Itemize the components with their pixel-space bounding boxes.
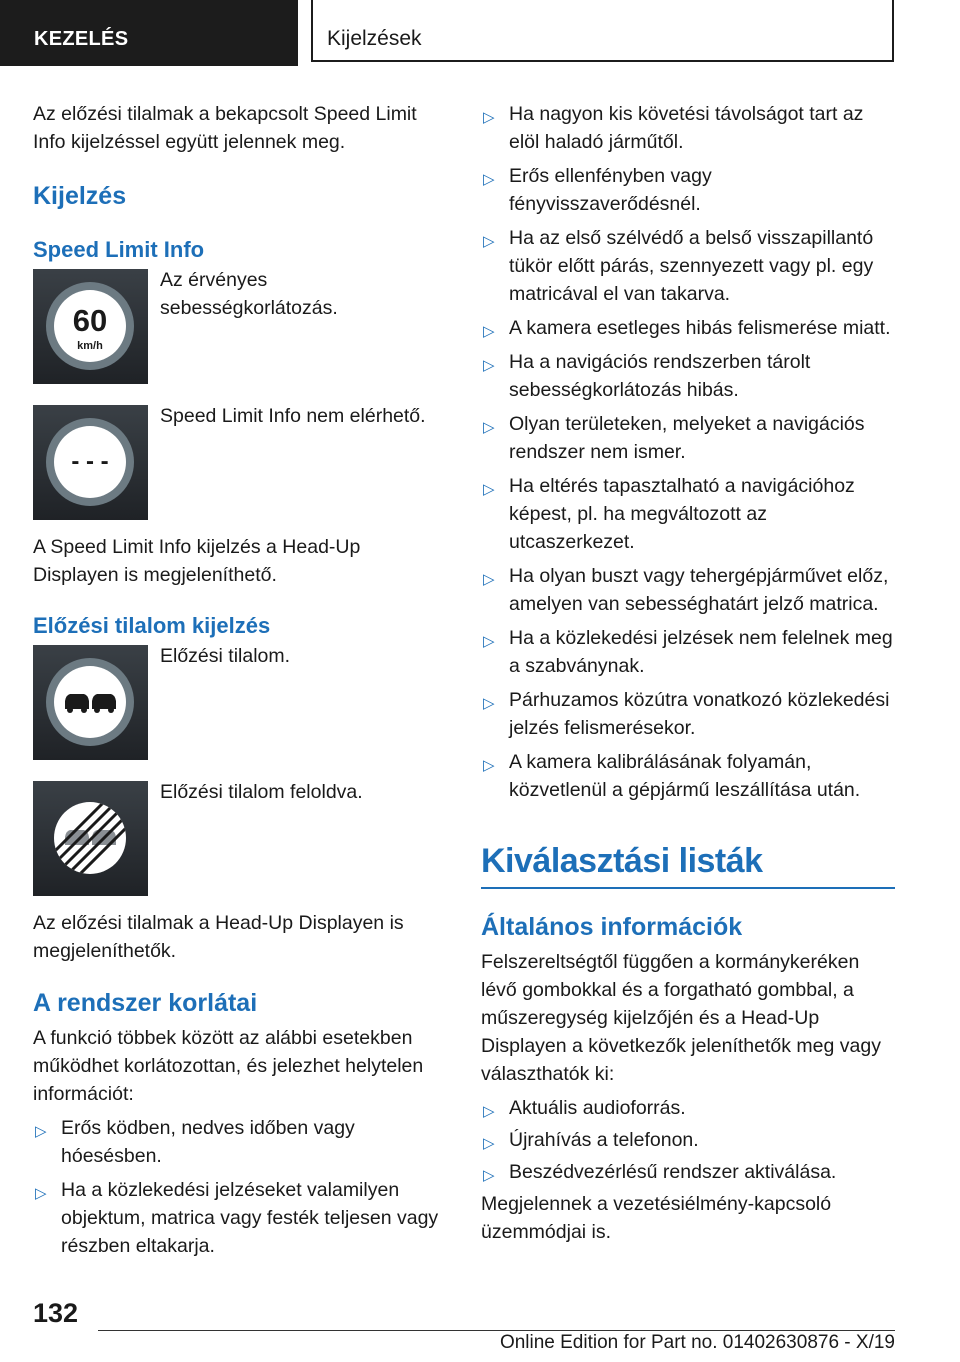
limits-intro: A funkció többek között az alábbi esetekben működhet korlátozottan, és jelezhet helytelen információt: (33, 1027, 424, 1105)
list-item: ▷ Ha nagyon kis követési távolságot tart az elöl haladó járműtől. (483, 103, 864, 153)
sign-row-speed-limit (33, 269, 445, 384)
sign-row-not-available (33, 405, 445, 520)
triangle-bullet-icon: ▷ (483, 171, 495, 188)
general-paragraph: Felszereltségtől függően a kormánykeréken lévő gombokkal és a forgatható gombbal, a műszeregység kijelzőjén és a Head-Up Displayen a következők jeleníthetők meg vagy választhatók ki: (481, 951, 881, 1085)
heading-general-info: Általános információk (481, 913, 743, 941)
footer-edition: Online Edition for Part no. 01402630876 - X/19 (499, 1332, 895, 1353)
speed-limit-unavailable-sign-icon (33, 405, 148, 520)
hud-paragraph-2: Az előzési tilalmak a Head-Up Displayen is megjeleníthetők. (33, 912, 404, 962)
triangle-bullet-icon: ▷ (483, 633, 495, 650)
left-column (33, 100, 445, 1260)
no-overtaking-sign-icon (33, 645, 148, 760)
list-item: ▷ Ha a közlekedési jelzések nem felelnek meg a szabványnak. (483, 627, 893, 677)
list-item: ▷ Ha eltérés tapasztalható a navigációhoz képest, pl. ha megváltozott az utcaszerkezet. (483, 475, 855, 553)
list-item: ▷ Újrahívás a telefonon. (481, 1126, 895, 1154)
triangle-bullet-icon: ▷ (483, 323, 495, 340)
list-item: ▷ Erős ködben, nedves időben vagy hóesésben. (35, 1117, 355, 1167)
heading-kijelzes: Kijelzés (33, 182, 127, 210)
speed-limit-unavailable-value: - - - (71, 448, 109, 475)
list-item: ▷ Aktuális audioforrás. (481, 1094, 895, 1122)
list-item: ▷ Ha a közlekedési jelzéseket valamilyen objektum, matrica vagy festék teljesen vagy részben eltakarja. (35, 1179, 439, 1257)
intro-paragraph: Az előzési tilalmak a bekapcsolt Speed Limit Info kijelzéssel együtt jelennek meg. (33, 103, 417, 153)
list-item: ▷ Erős ellenfényben vagy fényvisszaverődésnél. (483, 165, 712, 215)
limits-list-right (481, 100, 895, 804)
right-column (481, 100, 895, 1246)
triangle-bullet-icon: ▷ (483, 419, 495, 436)
header-section-tab (0, 0, 298, 66)
header-chapter-label: Kijelzések (327, 27, 422, 50)
triangle-bullet-icon: ▷ (483, 757, 495, 774)
triangle-bullet-icon: ▷ (483, 1167, 495, 1184)
triangle-bullet-icon: ▷ (483, 695, 495, 712)
triangle-bullet-icon: ▷ (483, 109, 495, 126)
list-item: ▷ Ha a navigációs rendszerben tárolt sebességkorlátozás hibás. (483, 351, 811, 401)
triangle-bullet-icon: ▷ (483, 571, 495, 588)
list-item: ▷ Párhuzamos közútra vonatkozó közlekedési jelzés felismerésekor. (483, 689, 890, 739)
triangle-bullet-icon: ▷ (35, 1185, 47, 1202)
header-chapter-tab (311, 0, 894, 62)
limits-list-left (33, 1114, 445, 1260)
list-item: ▷ Ha az első szélvédő a belső visszapillantó tükör előtt párás, szennyezett vagy pl. egy matricával el van takarva. (483, 227, 874, 305)
hud-paragraph: A Speed Limit Info kijelzés a Head-Up Displayen is megjeleníthető. (33, 536, 361, 586)
triangle-bullet-icon: ▷ (483, 481, 495, 498)
list-item: ▷ Beszédvezérlésű rendszer aktiválása. (481, 1158, 895, 1186)
sign-row-no-overtaking (33, 645, 445, 760)
triangle-bullet-icon: ▷ (483, 1135, 495, 1152)
sign-row-end-no-overtaking (33, 781, 445, 896)
heading-speed-limit-info: Speed Limit Info (33, 237, 205, 262)
header-section-label: KEZELÉS (34, 28, 129, 50)
list-item: ▷ Olyan területeken, melyeket a navigációs rendszer nem ismer. (483, 413, 865, 463)
triangle-bullet-icon: ▷ (483, 357, 495, 374)
heading-no-overtaking: Előzési tilalom kijelzés (33, 613, 271, 638)
triangle-bullet-icon: ▷ (483, 233, 495, 250)
speed-limit-unit: km/h (77, 340, 103, 352)
list-item: ▷ A kamera esetleges hibás felismerése miatt. (481, 314, 895, 342)
heading-system-limits: A rendszer korlátai (33, 989, 258, 1017)
footer-rule (98, 1330, 895, 1331)
general-list (481, 1094, 895, 1186)
heading-rule (481, 887, 895, 889)
triangle-bullet-icon: ▷ (483, 1103, 495, 1120)
speed-limit-sign-icon (33, 269, 148, 384)
sign-end-no-overtaking-text: Előzési tilalom feloldva. (160, 781, 363, 803)
closing-paragraph: Megjelennek a vezetésiélmény-kapcsoló üzemmódjai is. (481, 1193, 832, 1243)
speed-limit-value: 60 (72, 303, 108, 338)
sign-no-overtaking-text: Előzési tilalom. (160, 645, 291, 667)
list-item: ▷ Ha olyan buszt vagy tehergépjárművet előz, amelyen van sebességhatárt jelző matrica. (483, 565, 889, 615)
page-number: 132 (33, 1298, 79, 1328)
list-item: ▷ A kamera kalibrálásának folyamán, közvetlenül a gépjármű leszállítása után. (483, 751, 861, 801)
end-no-overtaking-sign-icon (33, 781, 148, 896)
heading-selection-lists: Kiválasztási listák (481, 842, 763, 880)
triangle-bullet-icon: ▷ (35, 1123, 47, 1140)
sign-unavailable-text: Speed Limit Info nem elérhető. (160, 405, 426, 427)
sign-speed-limit-text: Az érvényes sebességkorlátozás. (160, 269, 338, 319)
